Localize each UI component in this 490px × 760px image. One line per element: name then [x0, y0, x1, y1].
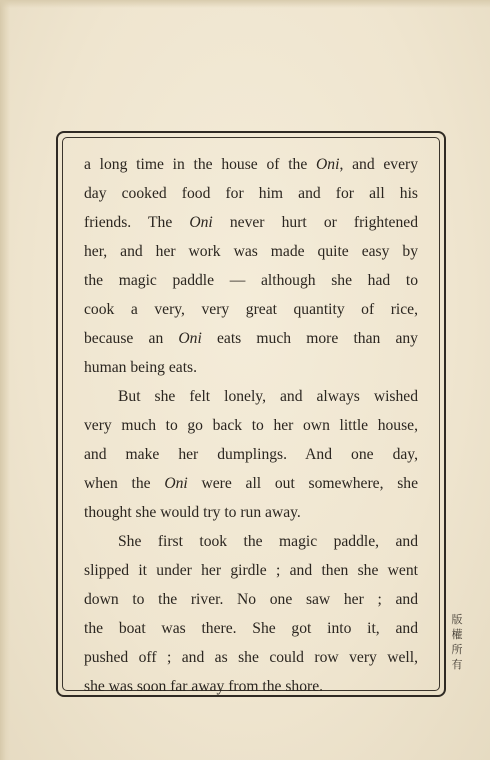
text-line: thought she would try to run away.	[84, 504, 301, 521]
text-line: she was soon far away from the shore.	[84, 678, 324, 695]
text-line: because an Oni eats much more than any	[84, 330, 418, 347]
oni-emphasis: Oni	[164, 475, 188, 492]
text-line: She first took the magic paddle, and	[118, 533, 418, 550]
paragraph-2	[84, 382, 418, 527]
text-line: friends. The Oni never hurt or frightened	[84, 214, 418, 231]
stamp-char: 權	[451, 628, 463, 641]
stamp-char: 版	[451, 613, 463, 626]
paragraph-1	[84, 150, 418, 382]
text-line: down to the river. No one saw her ; and	[84, 591, 418, 608]
text-line: pushed off ; and as she could row very well,	[84, 649, 418, 666]
stamp-char: 所	[451, 643, 463, 656]
text-line: and make her dumplings. And one day,	[84, 446, 418, 463]
text-line: cook a very, very great quantity of rice,	[84, 301, 418, 318]
oni-emphasis: Oni	[178, 330, 202, 347]
stamp-char: 有	[451, 658, 463, 671]
text-line: the boat was there. She got into it, and	[84, 620, 418, 637]
page-top-edge	[0, 0, 490, 8]
text-line: the magic paddle — although she had to	[84, 272, 418, 289]
text-line: when the Oni were all out somewhere, she	[84, 475, 419, 492]
body-text	[84, 150, 418, 701]
copyright-stamp	[450, 612, 464, 672]
page-spine-edge	[0, 0, 10, 760]
text-line: her, and her work was made quite easy by	[84, 243, 418, 260]
text-line: But she felt lonely, and always wished	[118, 388, 418, 405]
text-line: very much to go back to her own little house,	[84, 417, 418, 434]
text-line: slipped it under her girdle ; and then she went	[84, 562, 418, 579]
text-line: a long time in the house of the Oni, and every	[84, 156, 418, 173]
text-line: day cooked food for him and for all his	[84, 185, 418, 202]
paragraph-3	[84, 527, 418, 701]
oni-emphasis: Oni	[189, 214, 213, 231]
text-line: human being eats.	[84, 359, 198, 376]
oni-emphasis: Oni	[316, 156, 340, 173]
